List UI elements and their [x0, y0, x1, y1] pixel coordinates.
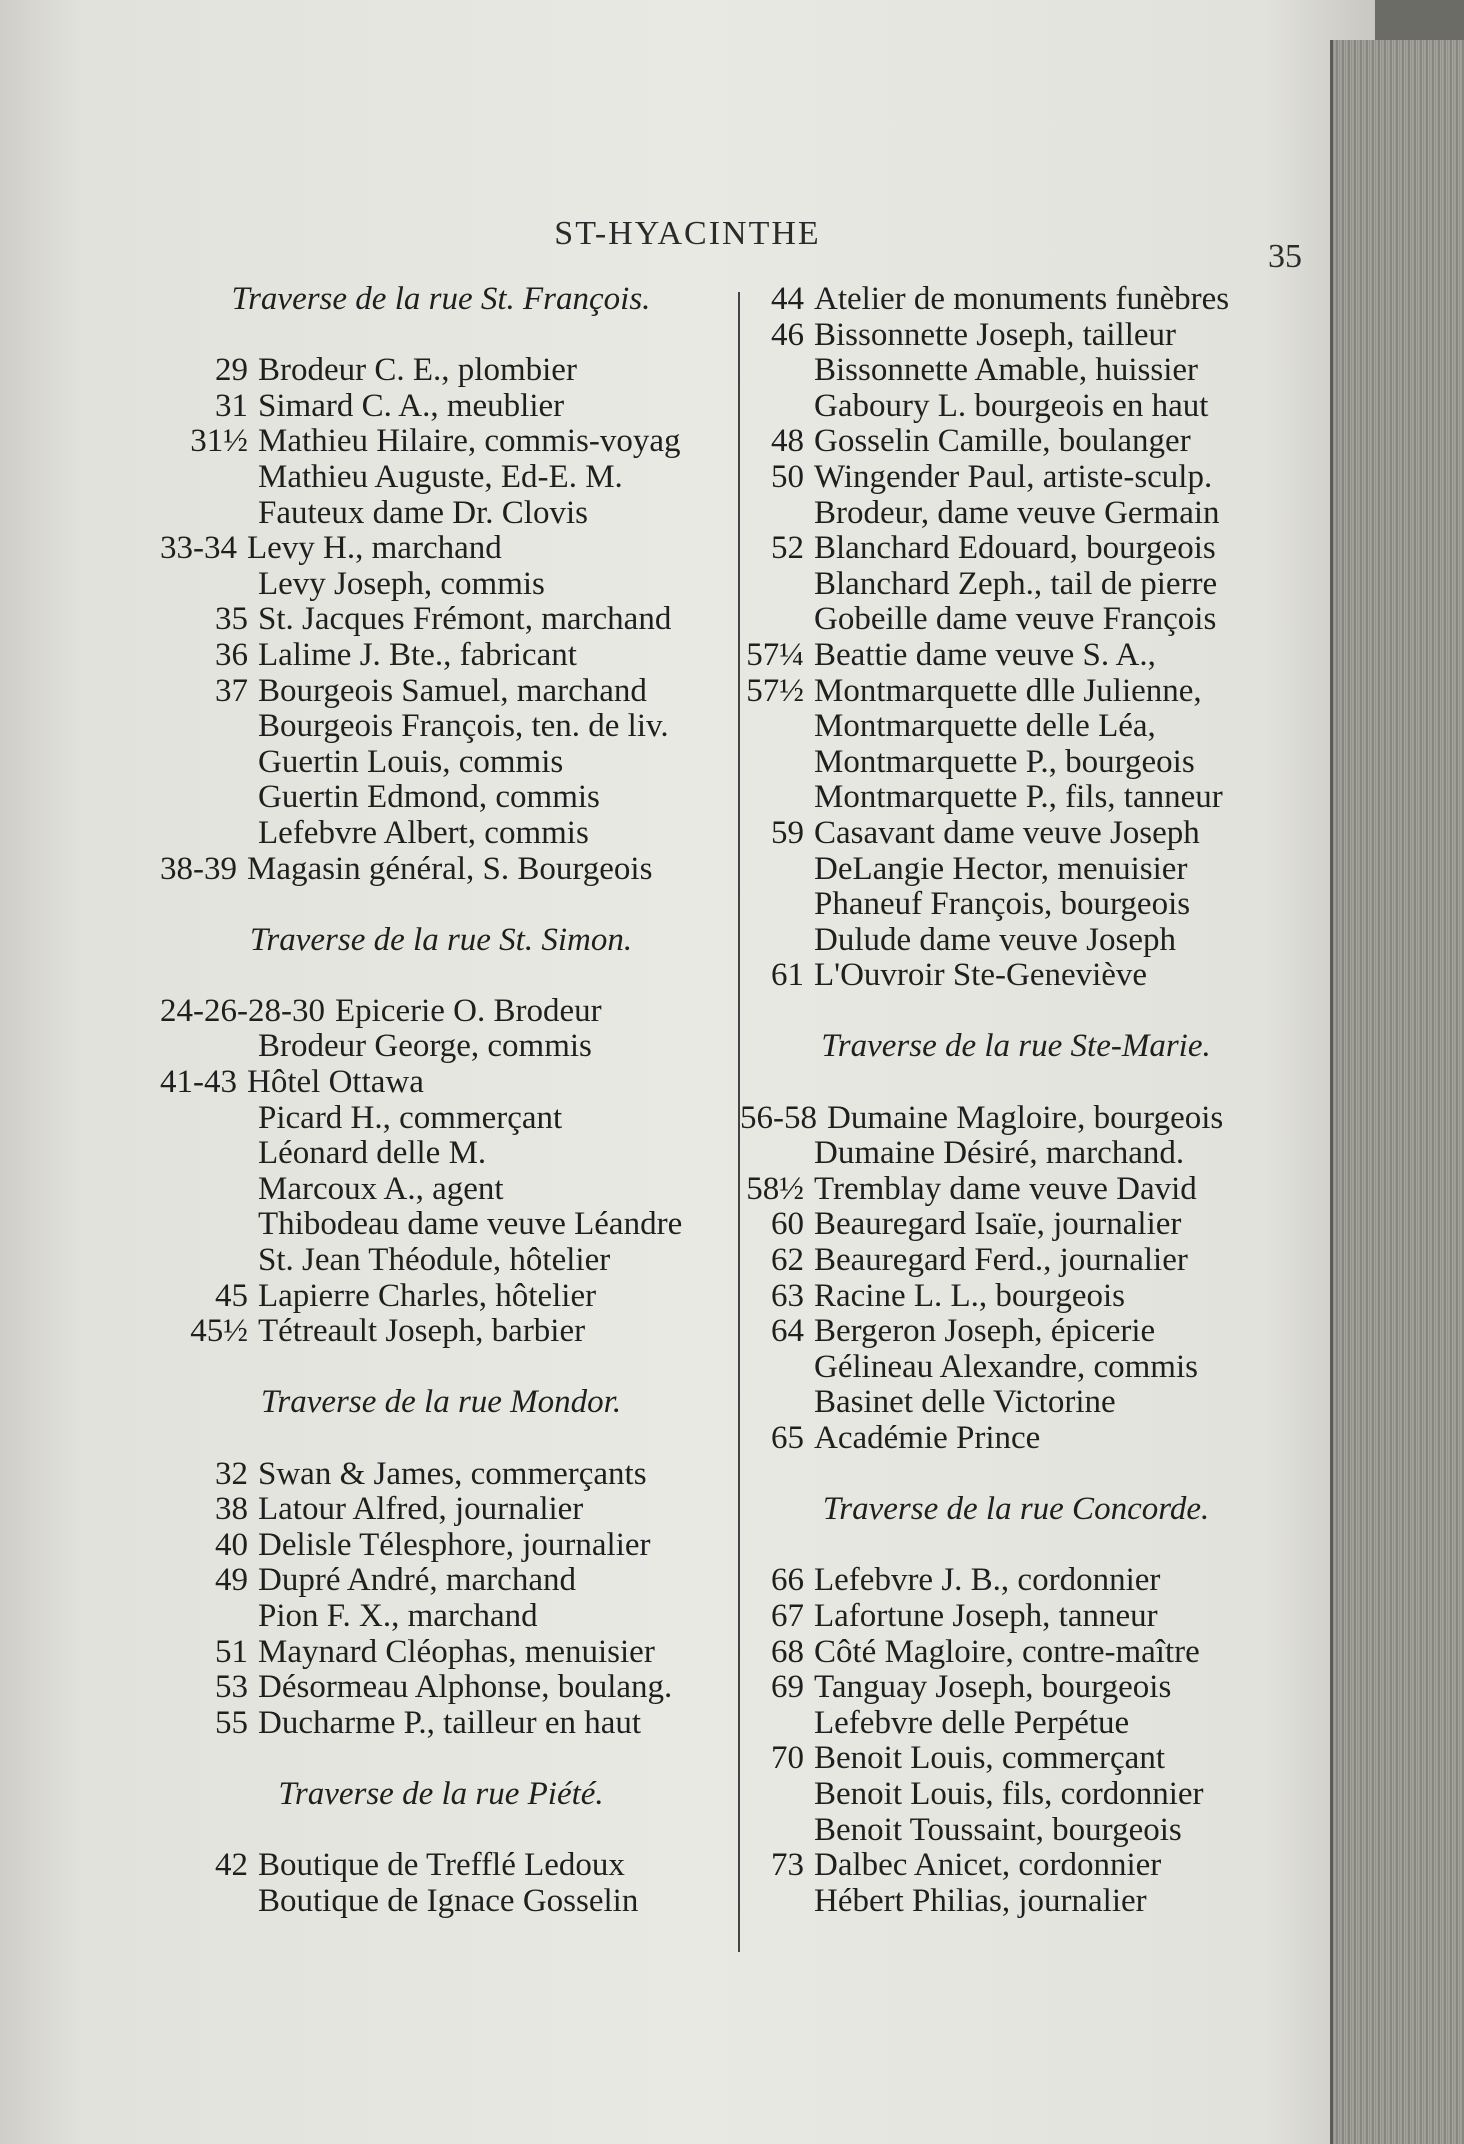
house-number: [160, 567, 258, 603]
resident-name: Beauregard Isaïe, journalier: [814, 1206, 1182, 1243]
directory-entry: [740, 282, 1300, 318]
directory-entry: [740, 1314, 1300, 1350]
left-column: [160, 282, 730, 1919]
house-number: 58½: [746, 1170, 804, 1207]
house-number: [160, 1599, 258, 1635]
house-number: [740, 389, 814, 425]
directory-entry: [160, 1492, 730, 1528]
directory-entry: [740, 1706, 1300, 1742]
resident-name: Dalbec Anicet, cordonnier: [814, 1847, 1162, 1884]
spacer: [740, 1528, 1300, 1564]
directory-entry: [740, 1777, 1300, 1813]
resident-name: Mathieu Auguste, Ed-E. M.: [258, 458, 623, 495]
resident-name: Lalime J. Bte., fabricant: [258, 636, 577, 673]
resident-name: Wingender Paul, artiste-sculp.: [814, 458, 1213, 495]
spacer: [160, 318, 730, 354]
directory-entry: [740, 1136, 1300, 1172]
directory-entry: [740, 602, 1300, 638]
directory-entry: [160, 1884, 730, 1920]
directory-entry: [740, 460, 1300, 496]
resident-name: Lapierre Charles, hôtelier: [258, 1277, 597, 1314]
directory-entry: [160, 780, 730, 816]
resident-name: Pion F. X., marchand: [258, 1597, 538, 1634]
directory-entry: [740, 496, 1300, 532]
directory-entry: [740, 1741, 1300, 1777]
resident-name: Blanchard Edouard, bourgeois: [814, 530, 1216, 567]
house-number: 59: [771, 814, 804, 851]
directory-entry: [740, 531, 1300, 567]
house-number: 68: [771, 1633, 804, 1670]
resident-name: Latour Alfred, journalier: [258, 1491, 584, 1528]
directory-entry: [740, 1563, 1300, 1599]
spacer: [740, 1065, 1300, 1101]
house-number: 45: [215, 1277, 248, 1314]
resident-name: Basinet delle Victorine: [814, 1384, 1116, 1421]
house-number: [160, 1101, 258, 1137]
resident-name: Dulude dame veuve Joseph: [814, 921, 1176, 958]
directory-entry: [160, 1635, 730, 1671]
resident-name: Bourgeois François, ten. de liv.: [258, 708, 669, 745]
street-heading: Traverse de la rue Mondor.: [260, 1384, 622, 1421]
directory-entry: [160, 674, 730, 710]
house-number: [160, 745, 258, 781]
house-number: 38: [215, 1491, 248, 1528]
house-number: 69: [771, 1669, 804, 1706]
house-number: [740, 923, 814, 959]
street-heading: Traverse de la rue Concorde.: [822, 1491, 1210, 1528]
house-number: [740, 709, 814, 745]
directory-entry: [160, 1243, 730, 1279]
resident-name: Gélineau Alexandre, commis: [814, 1348, 1198, 1385]
resident-name: Casavant dame veuve Joseph: [814, 814, 1200, 851]
resident-name: Guertin Edmond, commis: [258, 779, 600, 816]
spacer: [740, 994, 1300, 1030]
directory-entry: [160, 1706, 730, 1742]
house-number: [740, 1777, 814, 1813]
resident-name: Simard C. A., meublier: [258, 387, 565, 424]
house-number: [160, 816, 258, 852]
resident-name: Lafortune Joseph, tanneur: [814, 1597, 1158, 1634]
directory-entry: [740, 1172, 1300, 1208]
resident-name: Gaboury L. bourgeois en haut: [814, 387, 1209, 424]
resident-name: Beauregard Ferd., journalier: [814, 1242, 1188, 1279]
house-number: 62: [771, 1242, 804, 1279]
house-number: 31½: [190, 423, 248, 460]
resident-name: Montmarquette P., fils, tanneur: [814, 779, 1223, 816]
house-number: 70: [771, 1740, 804, 1777]
house-number: 57¼: [746, 636, 804, 673]
resident-name: Lefebvre Albert, commis: [258, 814, 589, 851]
house-number: [160, 1243, 258, 1279]
resident-name: Benoit Louis, fils, cordonnier: [814, 1775, 1204, 1812]
house-number: 24-26-28-30: [160, 992, 325, 1029]
house-number: [740, 1136, 814, 1172]
house-number: 55: [215, 1704, 248, 1741]
directory-entry: [160, 531, 730, 567]
house-number: [740, 780, 814, 816]
directory-entry: [740, 318, 1300, 354]
house-number: [160, 496, 258, 532]
house-number: [740, 745, 814, 781]
directory-entry: [160, 1314, 730, 1350]
directory-entry: [740, 1243, 1300, 1279]
street-heading: Traverse de la rue St. Simon.: [249, 921, 633, 958]
resident-name: Brodeur George, commis: [258, 1028, 592, 1065]
house-number: [740, 602, 814, 638]
resident-name: Levy H., marchand: [247, 530, 502, 567]
house-number: 51: [215, 1633, 248, 1670]
directory-entry: [160, 460, 730, 496]
directory-entry: [160, 1563, 730, 1599]
street-heading: Traverse de la rue Piété.: [278, 1775, 604, 1812]
house-number: [160, 780, 258, 816]
resident-name: Ducharme P., tailleur en haut: [258, 1704, 642, 1741]
directory-entry: [160, 816, 730, 852]
resident-name: Tremblay dame veuve David: [814, 1170, 1197, 1207]
house-number: 66: [771, 1562, 804, 1599]
directory-entry: [740, 1421, 1300, 1457]
house-number: [740, 852, 814, 888]
resident-name: Delisle Télesphore, journalier: [258, 1526, 651, 1563]
house-number: 48: [771, 423, 804, 460]
directory-entry: [160, 1101, 730, 1137]
directory-entry: [740, 887, 1300, 923]
house-number: [740, 567, 814, 603]
house-number: 61: [771, 957, 804, 994]
resident-name: Dumaine Désiré, marchand.: [814, 1135, 1185, 1172]
house-number: 36: [215, 636, 248, 673]
resident-name: Epicerie O. Brodeur: [334, 992, 602, 1029]
resident-name: Atelier de monuments funèbres: [814, 281, 1230, 317]
resident-name: Boutique de Ignace Gosselin: [258, 1882, 639, 1919]
house-number: [740, 1884, 814, 1920]
resident-name: St. Jacques Frémont, marchand: [258, 601, 672, 638]
directory-entry: [160, 424, 730, 460]
house-number: [160, 1136, 258, 1172]
house-number: 42: [215, 1847, 248, 1884]
resident-name: Magasin général, S. Bourgeois: [247, 850, 653, 887]
resident-name: Léonard delle M.: [258, 1135, 487, 1172]
house-number: [740, 1385, 814, 1421]
directory-entry: [740, 1599, 1300, 1635]
house-number: 37: [215, 672, 248, 709]
resident-name: Guertin Louis, commis: [258, 743, 564, 780]
house-number: 45½: [190, 1313, 248, 1350]
resident-name: Lefebvre delle Perpétue: [814, 1704, 1130, 1741]
resident-name: Fauteux dame Dr. Clovis: [258, 494, 588, 531]
resident-name: Désormeau Alphonse, boulang.: [258, 1669, 673, 1706]
resident-name: Brodeur C. E., plombier: [258, 352, 577, 389]
directory-entry: [740, 709, 1300, 745]
right-column: [740, 282, 1300, 1919]
resident-name: Marcoux A., agent: [258, 1170, 504, 1207]
house-number: 33-34: [160, 530, 237, 567]
directory-entry: [740, 1101, 1300, 1137]
resident-name: St. Jean Théodule, hôtelier: [258, 1242, 611, 1279]
directory-entry: [740, 816, 1300, 852]
directory-entry: [740, 1884, 1300, 1920]
resident-name: DeLangie Hector, menuisier: [814, 850, 1188, 887]
resident-name: Bourgeois Samuel, marchand: [258, 672, 647, 709]
directory-entry: [740, 1670, 1300, 1706]
resident-name: Hébert Philias, journalier: [814, 1882, 1147, 1919]
house-number: 31: [215, 387, 248, 424]
house-number: 40: [215, 1526, 248, 1563]
house-number: [160, 1172, 258, 1208]
page-number: 35: [1268, 238, 1302, 275]
house-number: 49: [215, 1562, 248, 1599]
directory-entry: [740, 745, 1300, 781]
directory-entry: [740, 1279, 1300, 1315]
directory-entry: [740, 674, 1300, 710]
house-number: 60: [771, 1206, 804, 1243]
house-number: 46: [771, 316, 804, 353]
spacer: [160, 887, 730, 923]
house-number: 63: [771, 1277, 804, 1314]
resident-name: Phaneuf François, bourgeois: [814, 886, 1191, 923]
directory-entry: [160, 1207, 730, 1243]
house-number: 41-43: [160, 1064, 237, 1101]
directory-entry: [740, 852, 1300, 888]
resident-name: Levy Joseph, commis: [258, 565, 545, 602]
directory-entry: [740, 424, 1300, 460]
directory-entry: [160, 1528, 730, 1564]
street-heading: Traverse de la rue Ste-Marie.: [821, 1028, 1211, 1065]
directory-entry: [160, 1029, 730, 1065]
resident-name: Dumaine Magloire, bourgeois: [827, 1099, 1224, 1136]
house-number: 65: [771, 1420, 804, 1456]
directory-entry: [160, 994, 730, 1030]
resident-name: Thibodeau dame veuve Léandre: [258, 1206, 683, 1243]
resident-name: Montmarquette delle Léa,: [814, 708, 1156, 745]
house-number: 73: [771, 1847, 804, 1884]
directory-entry: [160, 389, 730, 425]
resident-name: Gosselin Camille, boulanger: [814, 423, 1191, 460]
directory-entry: [160, 852, 730, 888]
directory-entry: [740, 1385, 1300, 1421]
book-page-edges: [1330, 40, 1464, 2144]
spacer: [160, 1350, 730, 1386]
running-head: ST-HYACINTHE: [554, 215, 821, 252]
spacer: [160, 958, 730, 994]
directory-entry: [740, 389, 1300, 425]
directory-entry: [740, 1635, 1300, 1671]
house-number: [160, 709, 258, 745]
house-number: [160, 460, 258, 496]
resident-name: Mathieu Hilaire, commis-voyag: [258, 423, 681, 460]
resident-name: Tétreault Joseph, barbier: [258, 1313, 586, 1350]
spacer: [160, 1741, 730, 1777]
directory-entry: [740, 638, 1300, 674]
house-number: 38-39: [160, 850, 237, 887]
house-number: [740, 1350, 814, 1386]
resident-name: Tanguay Joseph, bourgeois: [814, 1669, 1172, 1706]
house-number: [740, 496, 814, 532]
spacer: [160, 1813, 730, 1849]
directory-entry: [160, 353, 730, 389]
resident-name: L'Ouvroir Ste-Geneviève: [814, 957, 1148, 994]
spacer: [740, 1457, 1300, 1493]
resident-name: Hôtel Ottawa: [247, 1064, 424, 1101]
resident-name: Bergeron Joseph, épicerie: [814, 1313, 1156, 1350]
directory-entry: [160, 1457, 730, 1493]
resident-name: Académie Prince: [814, 1420, 1041, 1456]
house-number: 57½: [746, 672, 804, 709]
resident-name: Blanchard Zeph., tail de pierre: [814, 565, 1218, 602]
directory-entry: [160, 745, 730, 781]
directory-entry: [160, 709, 730, 745]
house-number: 50: [771, 458, 804, 495]
directory-entry: [160, 1848, 730, 1884]
resident-name: Picard H., commerçant: [258, 1099, 563, 1136]
house-number: 67: [771, 1597, 804, 1634]
resident-name: Dupré André, marchand: [258, 1562, 576, 1599]
house-number: 56-58: [740, 1099, 817, 1136]
house-number: 52: [771, 530, 804, 567]
resident-name: Boutique de Trefflé Ledoux: [258, 1847, 625, 1884]
resident-name: Lefebvre J. B., cordonnier: [814, 1562, 1161, 1599]
resident-name: Beattie dame veuve S. A.,: [814, 636, 1156, 673]
directory-entry: [160, 1279, 730, 1315]
directory-entry: [740, 958, 1300, 994]
house-number: 44: [771, 281, 804, 317]
directory-entry: [740, 1350, 1300, 1386]
directory-entry: [160, 567, 730, 603]
resident-name: Swan & James, commerçants: [258, 1455, 647, 1492]
directory-entry: [160, 1065, 730, 1101]
directory-entry: [160, 1599, 730, 1635]
directory-entry: [160, 1670, 730, 1706]
directory-entry: [740, 1813, 1300, 1849]
resident-name: Maynard Cléophas, menuisier: [258, 1633, 655, 1670]
house-number: [740, 1813, 814, 1849]
house-number: 64: [771, 1313, 804, 1350]
house-number: [740, 887, 814, 923]
spacer: [160, 1421, 730, 1457]
directory-entry: [740, 923, 1300, 959]
resident-name: Bissonnette Amable, huissier: [814, 352, 1199, 389]
resident-name: Bissonnette Joseph, tailleur: [814, 316, 1177, 353]
directory-entry: [740, 1207, 1300, 1243]
resident-name: Racine L. L., bourgeois: [814, 1277, 1125, 1314]
resident-name: Benoit Toussaint, bourgeois: [814, 1811, 1182, 1848]
directory-entry: [740, 780, 1300, 816]
resident-name: Gobeille dame veuve François: [814, 601, 1217, 638]
resident-name: Côté Magloire, contre-maître: [814, 1633, 1200, 1670]
resident-name: Montmarquette dlle Julienne,: [814, 672, 1202, 709]
resident-name: Benoit Louis, commerçant: [814, 1740, 1165, 1777]
house-number: [160, 1029, 258, 1065]
house-number: 35: [215, 601, 248, 638]
house-number: 29: [215, 352, 248, 389]
resident-name: Montmarquette P., bourgeois: [814, 743, 1195, 780]
directory-entry: [160, 1172, 730, 1208]
directory-entry: [160, 638, 730, 674]
house-number: [160, 1884, 258, 1920]
house-number: 53: [215, 1669, 248, 1706]
house-number: [160, 1207, 258, 1243]
directory-entry: [160, 496, 730, 532]
directory-entry: [160, 1136, 730, 1172]
directory-entry: [740, 1848, 1300, 1884]
resident-name: Brodeur, dame veuve Germain: [814, 494, 1220, 531]
directory-entry: [740, 353, 1300, 389]
directory-entry: [160, 602, 730, 638]
house-number: [740, 1706, 814, 1742]
house-number: [740, 353, 814, 389]
house-number: 32: [215, 1455, 248, 1492]
street-heading: Traverse de la rue St. François.: [231, 281, 651, 317]
directory-entry: [740, 567, 1300, 603]
